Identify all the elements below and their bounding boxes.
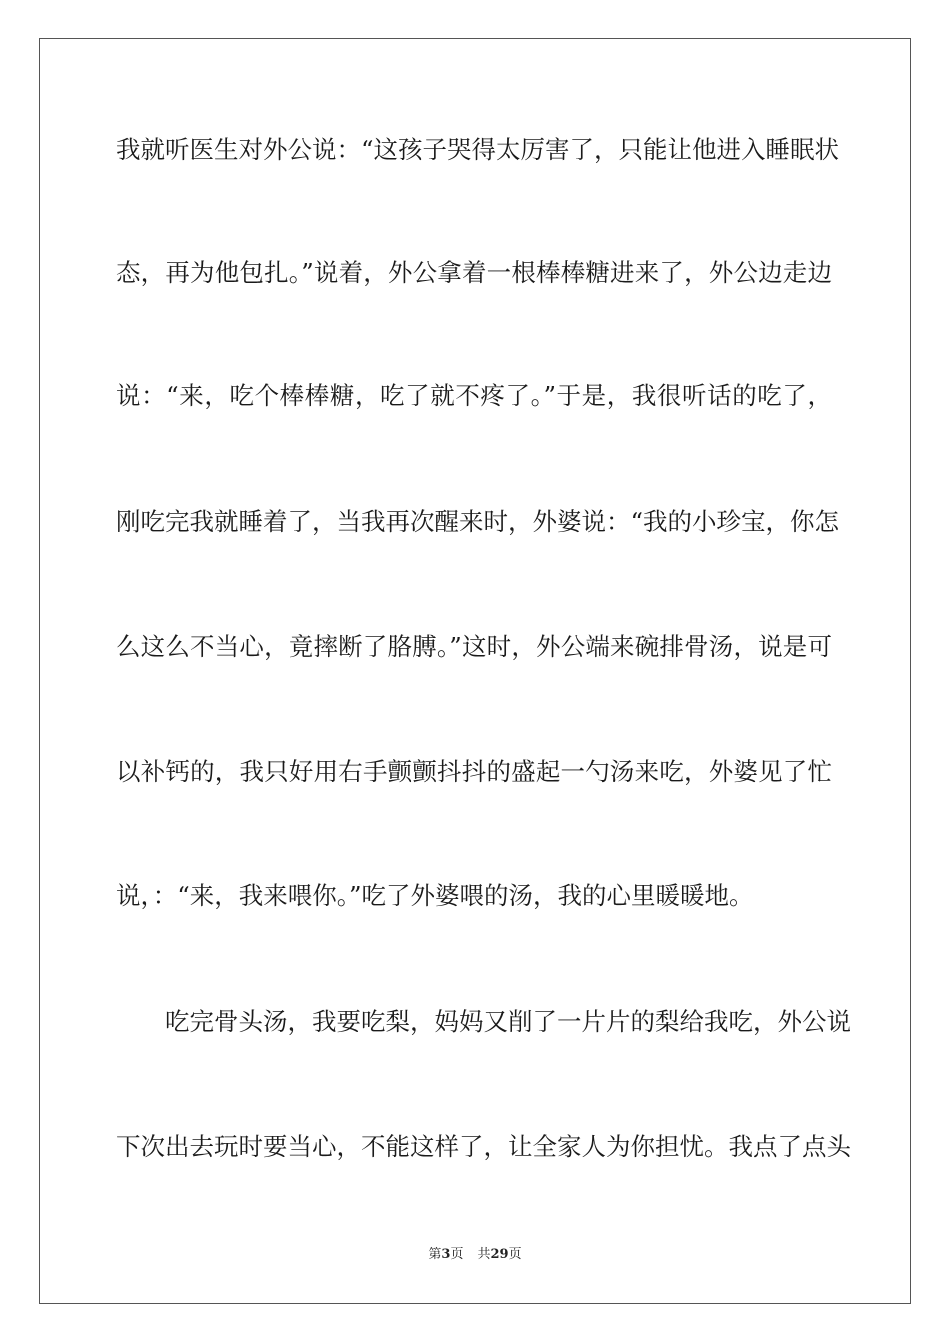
page-unit: 页 — [450, 1247, 464, 1262]
total-prefix: 共 — [477, 1247, 491, 1262]
page-border — [39, 38, 911, 1304]
page-total: 29 — [490, 1247, 509, 1262]
text-line-4: 刚吃完我就睡着了，当我再次醒来时，外婆说：“我的小珍宝，你怎 — [116, 507, 840, 536]
text-line-1: 我就听医生对外公说：“这孩子哭得太厉害了，只能让他进入睡眠状 — [116, 135, 840, 164]
page-current: 3 — [441, 1247, 451, 1262]
page-footer — [0, 1247, 950, 1263]
text-line-3: 说：“来，吃个棒棒糖，吃了就不疼了。”于是，我很听话的吃了， — [116, 381, 832, 410]
text-line-5: 么这么不当心，竟摔断了胳膊。”这时，外公端来碗排骨汤，说是可 — [116, 632, 832, 661]
page-prefix: 第 — [428, 1247, 442, 1262]
text-line-9: 下次出去玩时要当心，不能这样了，让全家人为你担忧。我点了点头 — [116, 1132, 851, 1161]
text-line-7: 说，：“来，我来喂你。”吃了外婆喂的汤，我的心里暖暖地。 — [116, 881, 754, 910]
text-line-6: 以补钙的，我只好用右手颤颤抖抖的盛起一勺汤来吃，外婆见了忙 — [116, 757, 832, 786]
text-line-2: 态，再为他包扎。”说着，外公拿着一根棒棒糖进来了，外公边走边 — [116, 258, 832, 287]
total-unit: 页 — [508, 1247, 522, 1262]
text-line-8: 吃完骨头汤，我要吃梨，妈妈又削了一片片的梨给我吃，外公说 — [165, 1007, 851, 1036]
